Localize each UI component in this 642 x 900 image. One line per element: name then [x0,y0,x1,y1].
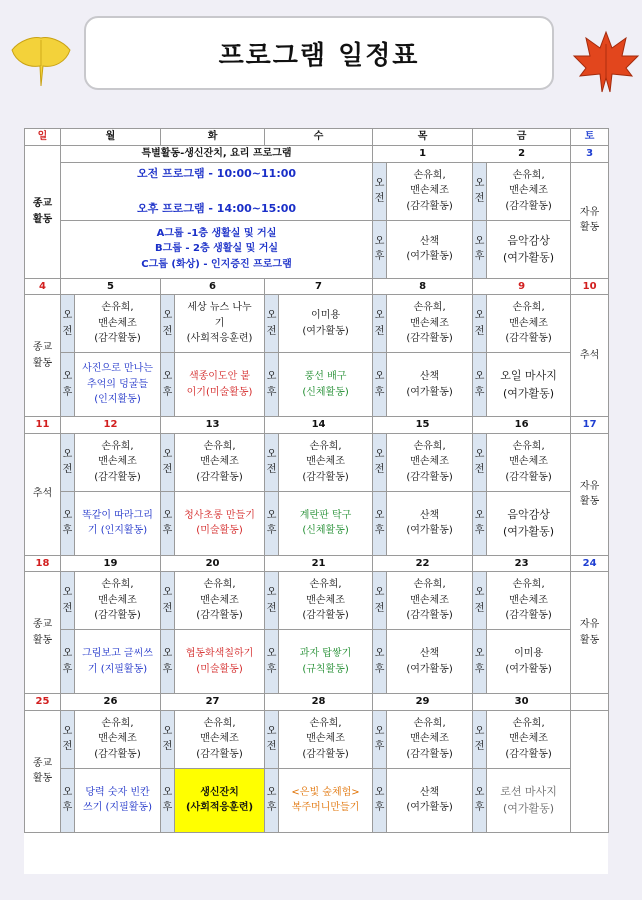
date: 22 [373,555,473,572]
date: 2 [473,146,571,163]
activity-cell: 손유희, 맨손체조 (감각활동) [75,433,161,491]
activity-cell: 손유희, 맨손체조 (감각활동) [487,433,571,491]
am-label: 오 전 [473,162,487,220]
day-fri: 금 [473,129,571,146]
pm-label: 오 후 [473,768,487,832]
activity-cell: 손유희, 맨손체조 (감각활동) [387,162,473,220]
date: 28 [265,694,373,711]
activity-cell: 똑같이 따라그리 기 (인지활동) [75,491,161,555]
activity-cell: 이미용 (여가활동) [487,630,571,694]
date: 4 [25,278,61,295]
activity-cell: 손유희, 맨손체조 (감각활동) [175,572,265,630]
date: 1 [373,146,473,163]
am-label: 오 전 [61,572,75,630]
date: 23 [473,555,571,572]
activity-cell: 사진으로 만나는 추억의 덩굴들 (인지활동) [75,353,161,417]
date: 3 [571,146,609,163]
date: 10 [571,278,609,295]
activity-cell: 계란판 탁구 (신체활동) [279,491,373,555]
pm-label: 오 후 [473,353,487,417]
activity-cell: 산책 (여가활동) [387,353,473,417]
activity-cell: 손유희, 맨손체조 (감각활동) [75,572,161,630]
am-label: 오 전 [373,295,387,353]
pm-label: 오 후 [61,491,75,555]
am-label: 오 전 [161,433,175,491]
activity-cell: 산책 (여가활동) [387,630,473,694]
activity-cell: 음악감상 (여가활동) [487,491,571,555]
activity-cell: 손유희, 맨손체조 (감각활동) [387,710,473,768]
activity-cell: 풍선 배구 (신체활동) [279,353,373,417]
activity-cell: 산책 (여가활동) [387,491,473,555]
pm-label: 오 후 [373,220,387,278]
am-label: 오 전 [473,572,487,630]
activity-cell: 음악감상 (여가활동) [487,220,571,278]
activity-cell: 손유희, 맨손체조 (감각활동) [487,295,571,353]
date-empty [571,694,609,711]
activity-cell: 과자 탑쌓기 (규칙활동) [279,630,373,694]
date: 17 [571,417,609,434]
date: 7 [265,278,373,295]
date: 21 [265,555,373,572]
side-label: 종교 활동 [25,710,61,832]
side-empty [571,710,609,832]
side-label: 추석 [571,295,609,417]
pm-label: 오 후 [61,353,75,417]
date: 13 [161,417,265,434]
am-label: 오 전 [161,295,175,353]
pm-label: 오 후 [265,353,279,417]
activity-cell: 손유희, 맨손체조 (감각활동) [175,433,265,491]
activity-cell: 청사초롱 만들기 (미술활동) [175,491,265,555]
side-label: 자유 활동 [571,162,609,278]
day-sat: 토 [571,129,609,146]
am-label: 오 전 [473,295,487,353]
schedule-sheet [24,128,608,874]
date: 5 [61,278,161,295]
pm-label: 오 후 [473,630,487,694]
activity-cell: 손유희, 맨손체조 (감각활동) [387,295,473,353]
am-label: 오 전 [61,295,75,353]
side-label: 종교 활동 [25,572,61,694]
special-banner: 특별활동-생신잔치, 요리 프로그램 [61,146,373,163]
pm-label: 오 후 [61,768,75,832]
date: 11 [25,417,61,434]
pm-label: 오 후 [373,353,387,417]
activity-cell: 손유희, 맨손체조 (감각활동) [279,572,373,630]
am-label: 오 전 [373,572,387,630]
activity-cell: 손유희, 맨손체조 (감각활동) [175,710,265,768]
side-label: 자유 활동 [571,572,609,694]
pm-label: 오 후 [265,768,279,832]
date: 24 [571,555,609,572]
pm-label: 오 후 [373,768,387,832]
activity-cell-highlight: 생신잔치 (사회적응훈련) [175,768,265,832]
date: 27 [161,694,265,711]
day-sun: 일 [25,129,61,146]
pm-label: 오 후 [373,630,387,694]
day-thu: 목 [373,129,473,146]
activity-cell: 그림보고 글씨쓰 기 (지필활동) [75,630,161,694]
pm-label: 오 후 [61,630,75,694]
activity-cell: 오일 마사지 (여가활동) [487,353,571,417]
date: 30 [473,694,571,711]
side-label: 추석 [25,433,61,555]
am-label: 오 전 [161,572,175,630]
day-wed: 수 [265,129,373,146]
maple-leaf-icon [572,30,640,96]
day-mon: 월 [61,129,161,146]
pm-label: 오 후 [373,710,387,768]
activity-cell: 손유희, 맨손체조 (감각활동) [387,433,473,491]
activity-cell: 이미용 (여가활동) [279,295,373,353]
activity-cell: 손유희, 맨손체조 (감각활동) [279,433,373,491]
am-label: 오 전 [473,433,487,491]
side-label: 종교 활동 [25,146,61,279]
am-label: 오 전 [473,710,487,768]
pm-label: 오 후 [161,491,175,555]
am-label: 오 전 [373,162,387,220]
pm-label: 오 후 [161,353,175,417]
pm-label: 오 후 [265,630,279,694]
side-label: 자유 활동 [571,433,609,555]
date: 12 [61,417,161,434]
date: 25 [25,694,61,711]
group-info: A그룹 -1층 생활실 및 거실 B그룹 - 2층 생활실 및 거실 C그룹 (화상) - 인지증진 프로그램 [61,220,373,278]
day-tue: 화 [161,129,265,146]
ginkgo-leaf-icon [10,36,72,88]
activity-cell: 손유희, 맨손체조 (감각활동) [487,572,571,630]
date: 16 [473,417,571,434]
date: 6 [161,278,265,295]
activity-cell: 로션 마사지 (여가활동) [487,768,571,832]
am-label: 오 전 [161,710,175,768]
activity-cell: 색종이도안 붙 이기(미술활동) [175,353,265,417]
activity-cell: 산책 (여가활동) [387,220,473,278]
pm-label: 오 후 [473,220,487,278]
date: 19 [61,555,161,572]
activity-cell: 산책 (여가활동) [387,768,473,832]
am-label: 오 전 [61,433,75,491]
pm-label: 오 후 [161,630,175,694]
activity-cell: 손유희, 맨손체조 (감각활동) [75,295,161,353]
pm-label: 오 후 [373,491,387,555]
date: 26 [61,694,161,711]
am-label: 오 전 [265,295,279,353]
date: 20 [161,555,265,572]
date: 8 [373,278,473,295]
activity-cell: 손유희, 맨손체조 (감각활동) [279,710,373,768]
activity-cell: 손유희, 맨손체조 (감각활동) [487,710,571,768]
activity-cell: 당력 숫자 빈칸 쓰기 (지필활동) [75,768,161,832]
activity-cell: 손유희, 맨손체조 (감각활동) [75,710,161,768]
am-label: 오 전 [265,572,279,630]
activity-cell: <은빛 숲체험> 복주머니만들기 [279,768,373,832]
am-label: 오 전 [265,433,279,491]
calendar-table [24,128,609,833]
date: 18 [25,555,61,572]
page-title: 프로그램 일정표 [218,40,420,71]
date: 15 [373,417,473,434]
activity-cell: 협동화색칠하기 (미술활동) [175,630,265,694]
date: 9 [473,278,571,295]
date: 29 [373,694,473,711]
am-label: 오 전 [373,433,387,491]
am-label: 오 전 [61,710,75,768]
am-label: 오 전 [265,710,279,768]
activity-cell: 손유희, 맨손체조 (감각활동) [487,162,571,220]
side-label: 종교 활동 [25,295,61,417]
pm-label: 오 후 [473,491,487,555]
program-times: 오전 프로그램 - 10:00~11:00 오후 프로그램 - 14:00~15:00 [61,162,373,220]
activity-cell: 세상 뉴스 나누 기 (사회적응훈련) [175,295,265,353]
activity-cell: 손유희, 맨손체조 (감각활동) [387,572,473,630]
title-box [84,16,554,90]
pm-label: 오 후 [265,491,279,555]
weekday-header [25,129,609,146]
date: 14 [265,417,373,434]
pm-label: 오 후 [161,768,175,832]
